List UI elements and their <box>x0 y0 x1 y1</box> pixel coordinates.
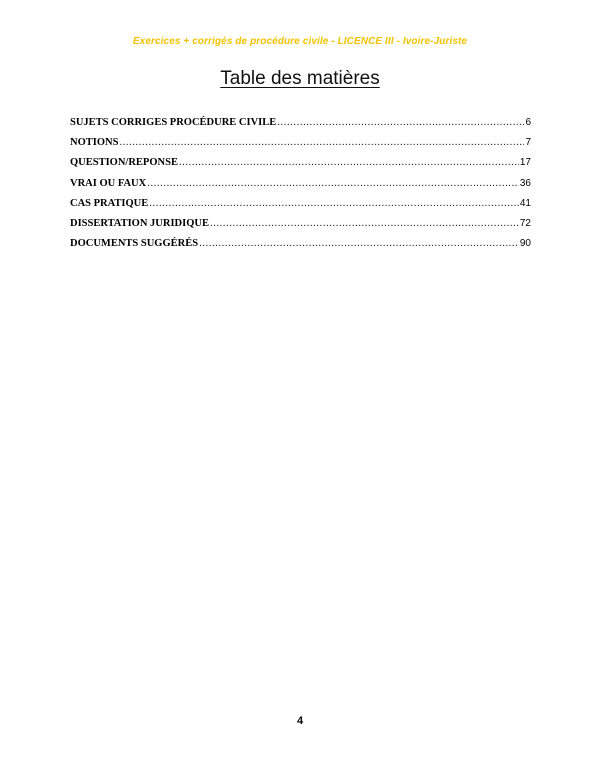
toc-entry-label: SUJETS CORRIGES PROCÉDURE CIVILE <box>70 117 277 128</box>
running-header: Exercices + corrigés de procédure civile - LICENCE III - Ivoire-Juriste <box>132 36 468 47</box>
toc-entry-page: 7 <box>525 137 531 149</box>
toc-entry-label: NOTIONS <box>70 137 119 149</box>
toc-entry-page: 6 <box>525 117 531 128</box>
table-of-contents <box>70 117 531 258</box>
toc-entry-label: VRAI OU FAUX <box>70 177 147 189</box>
toc-entry-cas-pratique[interactable] <box>70 198 531 218</box>
toc-dot-leader <box>199 238 519 249</box>
toc-dot-leader <box>119 137 524 148</box>
toc-dot-leader <box>210 218 519 229</box>
toc-dot-leader <box>179 157 519 168</box>
toc-title: Table des matières <box>220 68 380 89</box>
toc-entry-notions[interactable] <box>70 137 531 157</box>
toc-entry-vrai-ou-faux[interactable] <box>70 178 531 198</box>
toc-dot-leader <box>149 198 519 209</box>
toc-entry-dissertation-juridique[interactable] <box>70 218 531 238</box>
toc-entry-page: 72 <box>519 217 531 229</box>
toc-entry-label: DISSERTATION JURIDIQUE <box>70 217 209 229</box>
toc-entry-documents-suggeres[interactable] <box>70 238 531 258</box>
toc-dot-leader <box>277 117 524 128</box>
toc-dot-leader <box>147 178 519 189</box>
toc-entry-page: 17 <box>519 157 531 169</box>
toc-entry-sujets-corriges[interactable] <box>70 117 531 137</box>
toc-entry-label: CAS PRATIQUE <box>70 197 149 209</box>
toc-entry-label: DOCUMENTS SUGGÉRÉS <box>70 238 199 250</box>
toc-entry-page: 36 <box>519 177 531 189</box>
page-number: 4 <box>296 715 304 727</box>
toc-entry-question-reponse[interactable] <box>70 157 531 177</box>
toc-entry-page: 41 <box>519 197 531 209</box>
toc-entry-label: QUESTION/REPONSE <box>70 157 178 169</box>
toc-entry-page: 90 <box>519 238 531 250</box>
